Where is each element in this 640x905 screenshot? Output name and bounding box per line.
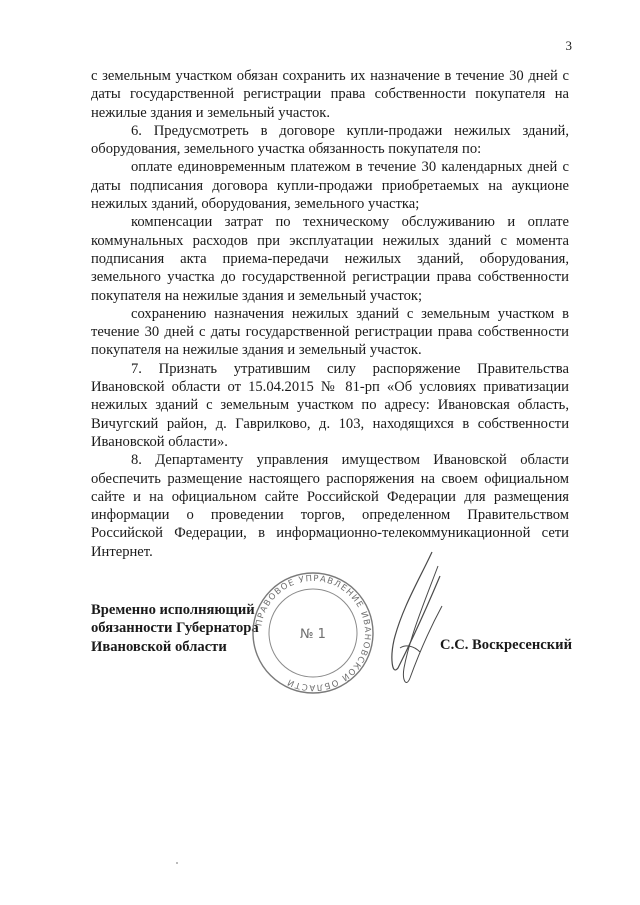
official-stamp: [248, 568, 378, 698]
stamp-number: № 1: [300, 627, 326, 642]
signatory-title-line-2: обязанности Губернатора: [91, 620, 259, 637]
handwritten-signature: [380, 548, 450, 698]
paragraph-preservation: сохранению назначения нежилых зданий с земельным участком в течение 30 дней с даты государственной регистрации права собственности покупателя на нежилые здания и земельный участок.: [91, 305, 569, 359]
paragraph-continuation: с земельным участком обязан сохранить их назначение в течение 30 дней с даты государственной регистрации права собственности покупателя на нежилые здания и земельный участок.: [91, 68, 569, 121]
scan-speck: [176, 862, 178, 864]
paragraph-item-7: 7. Признать утратившим силу распоряжение Правительства Ивановской области от 15.04.2015 № 81-рп «Об условиях приватизации нежилых зданий с земельным участком по адресу: Ивановская область, Вичугский район, д. Гаврилково, д. 103, находящихся в собственности Ивановской области».: [91, 360, 569, 450]
signatory-title-line-1: Временно исполняющий: [91, 602, 255, 618]
paragraph-payment: оплате единовременным платежом в течение 30 календарных дней с даты подписания договора купли-продажи приобретаемых на аукционе нежилых зданий, оборудования, земельного участка;: [91, 159, 569, 213]
paragraph-item-6: 6. Предусмотреть в договоре купли-продажи нежилых зданий, оборудования, земельного участка обязанность покупателя по:: [91, 122, 569, 158]
signatory-title-line-3: Ивановской области: [91, 638, 227, 655]
document-body: [91, 67, 569, 561]
signatory-title: [91, 601, 259, 656]
paragraph-compensation: компенсации затрат по техническому обслуживанию и оплате коммунальных расходов при эксплуатации нежилых зданий с момента подписания акта приема-передачи нежилых зданий, оборудования, земельного участка до государственной регистрации права собственности покупателя на нежилые здания и земельный участок;: [91, 214, 569, 304]
stamp-ring-text: ПРАВОВОЕ УПРАВЛЕНИЕ ИВАНОВСКОЙ ОБЛАСТИ: [254, 573, 373, 693]
paragraph-item-8: 8. Департаменту управления имуществом Ивановской области обеспечить размещение настоящего распоряжения на своем официальном сайте и на официальном сайте Российской Федерации для размещения информации о проведении торгов, определенном Правительством Российской Федерации, в информационно-телекоммуникационной сети Интернет.: [91, 452, 569, 560]
signatory-name: С.С. Воскресенский: [440, 637, 572, 653]
page-number: 3: [565, 38, 572, 53]
